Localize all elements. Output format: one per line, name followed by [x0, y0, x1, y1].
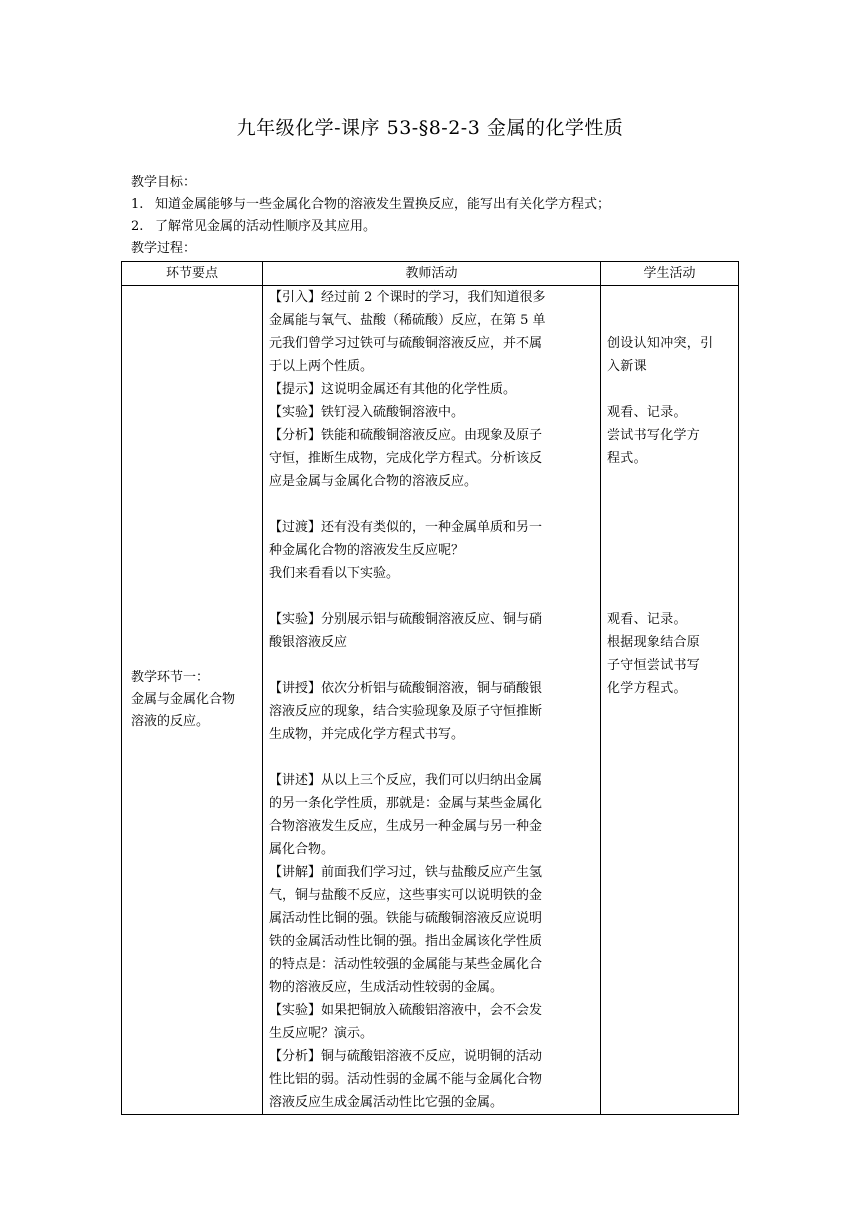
student-activity-line [607, 539, 732, 562]
student-activity-line: 子守恒尝试书写 [607, 658, 701, 673]
teacher-activity-line: 的另一条化学性质，那就是：金属与某些金属化 [269, 796, 543, 811]
header-stage: 环节要点 [122, 262, 263, 286]
objective-number: 1. [131, 197, 144, 212]
objective-item [131, 216, 751, 238]
student-activity-cell [601, 286, 739, 1115]
intro-section [131, 172, 751, 260]
student-activity-line: 观看、记录。 [607, 405, 687, 420]
teacher-activity-line: 属活动性比铜的强。铁能与硫酸铜溶液反应说明 [269, 911, 543, 926]
teacher-activity-line [269, 493, 594, 516]
teacher-activity-line: 应是金属与金属化合物的溶液反应。 [269, 474, 478, 489]
objective-text: 了解常见金属的活动性顺序及其应用。 [155, 219, 377, 234]
teacher-activity-line: 元我们曾学习过铁可与硫酸铜溶液反应，并不属 [269, 336, 543, 351]
teacher-activity-line: 属化合物。 [269, 842, 335, 857]
teacher-activity-line: 【提示】这说明金属还有其他的化学性质。 [269, 382, 517, 397]
student-activity-line: 尝试书写化学方 [607, 428, 701, 443]
teacher-activity-line [269, 654, 594, 677]
teacher-activity-line: 【讲述】从以上三个反应，我们可以归纳出金属 [269, 773, 543, 788]
teacher-activity-line: 合物溶液发生反应，生成另一种金属与另一种金 [269, 819, 543, 834]
document-title: 九年级化学-课序 53-§8-2-3 金属的化学性质 [236, 117, 624, 139]
teacher-activity-line: 【过渡】还有没有类似的，一种金属单质和另一 [269, 520, 543, 535]
teacher-activity-line: 【分析】铁能和硫酸铜溶液反应。由现象及原子 [269, 428, 543, 443]
teacher-activity-line: 于以上两个性质。 [269, 359, 374, 374]
teacher-activity-line: 【分析】铜与硫酸铝溶液不反应，说明铜的活动 [269, 1049, 543, 1064]
student-activity-line [607, 470, 732, 493]
student-activity-line [607, 493, 732, 516]
student-activity-line: 程式。 [607, 451, 647, 466]
teacher-activity-line: 【实验】铁钉浸入硫酸铜溶液中。 [269, 405, 465, 420]
student-activity-line: 化学方程式。 [607, 681, 687, 696]
student-activity-line [607, 585, 732, 608]
stage-cell [122, 286, 263, 1115]
student-activity-line [607, 516, 732, 539]
teacher-activity-line: 酸银溶液反应 [269, 635, 348, 650]
stage-line: 教学环节一： [131, 670, 210, 685]
student-activity-line [607, 378, 732, 401]
lesson-plan-table [121, 261, 739, 1115]
teacher-activity-line: 【讲解】前面我们学习过，铁与盐酸反应产生氢 [269, 865, 543, 880]
teacher-activity-line: 生反应呢？演示。 [269, 1026, 374, 1041]
teacher-activity-line: 的特点是：活动性较强的金属能与某些金属化合 [269, 957, 543, 972]
stage-line: 金属与金属化合物 [131, 692, 236, 707]
teacher-activity-line: 溶液反应的现象，结合实验现象及原子守恒推断 [269, 704, 543, 719]
teacher-activity-line: 铁的金属活动性比铜的强。指出金属该化学性质 [269, 934, 543, 949]
teacher-activity-line: 性比铝的弱。活动性弱的金属不能与金属化合物 [269, 1072, 543, 1087]
header-teacher: 教师活动 [263, 262, 601, 286]
teacher-activity-line: 物的溶液反应，生成活动性较弱的金属。 [269, 980, 504, 995]
student-activity-line: 入新课 [607, 359, 647, 374]
teacher-activity-line [269, 585, 594, 608]
teacher-activity-line: 【讲授】依次分析铝与硫酸铜溶液，铜与硝酸银 [269, 681, 543, 696]
objective-text: 知道金属能够与一些金属化合物的溶液发生置换反应，能写出有关化学方程式； [155, 197, 611, 212]
table-row [122, 286, 739, 1115]
teacher-activity-line: 种金属化合物的溶液发生反应呢？ [269, 543, 465, 558]
objectives-heading: 教学目标： [131, 175, 197, 190]
process-heading: 教学过程： [131, 241, 197, 256]
objective-item [131, 194, 751, 216]
teacher-activity-line: 生成物，并完成化学方程式书写。 [269, 727, 465, 742]
student-activity-line [607, 286, 732, 309]
student-activity-line [607, 309, 732, 332]
teacher-activity-line: 【实验】分别展示铝与硫酸铜溶液反应、铜与硝 [269, 612, 543, 627]
teacher-activity-cell [263, 286, 601, 1115]
teacher-activity-line [269, 746, 594, 769]
teacher-activity-line: 溶液反应生成金属活动性比它强的金属。 [269, 1095, 504, 1110]
teacher-activity-line: 【实验】如果把铜放入硫酸铝溶液中，会不会发 [269, 1003, 543, 1018]
student-activity-line: 创设认知冲突，引 [607, 336, 714, 351]
table-header-row [122, 262, 739, 286]
objective-number: 2. [131, 219, 144, 234]
student-activity-line: 根据现象结合原 [607, 635, 701, 650]
teacher-activity-line: 气，铜与盐酸不反应，这些事实可以说明铁的金 [269, 888, 543, 903]
teacher-activity-line: 金属能与氧气、盐酸（稀硫酸）反应，在第 5 单 [269, 313, 546, 328]
teacher-activity-line: 【引入】经过前 2 个课时的学习，我们知道很多 [269, 290, 546, 305]
teacher-activity-line: 守恒，推断生成物，完成化学方程式。分析该反 [269, 451, 543, 466]
stage-line: 溶液的反应。 [131, 714, 210, 729]
header-student: 学生活动 [601, 262, 739, 286]
teacher-activity-line: 我们来看看以下实验。 [269, 566, 400, 581]
student-activity-line [607, 562, 732, 585]
student-activity-line: 观看、记录。 [607, 612, 687, 627]
